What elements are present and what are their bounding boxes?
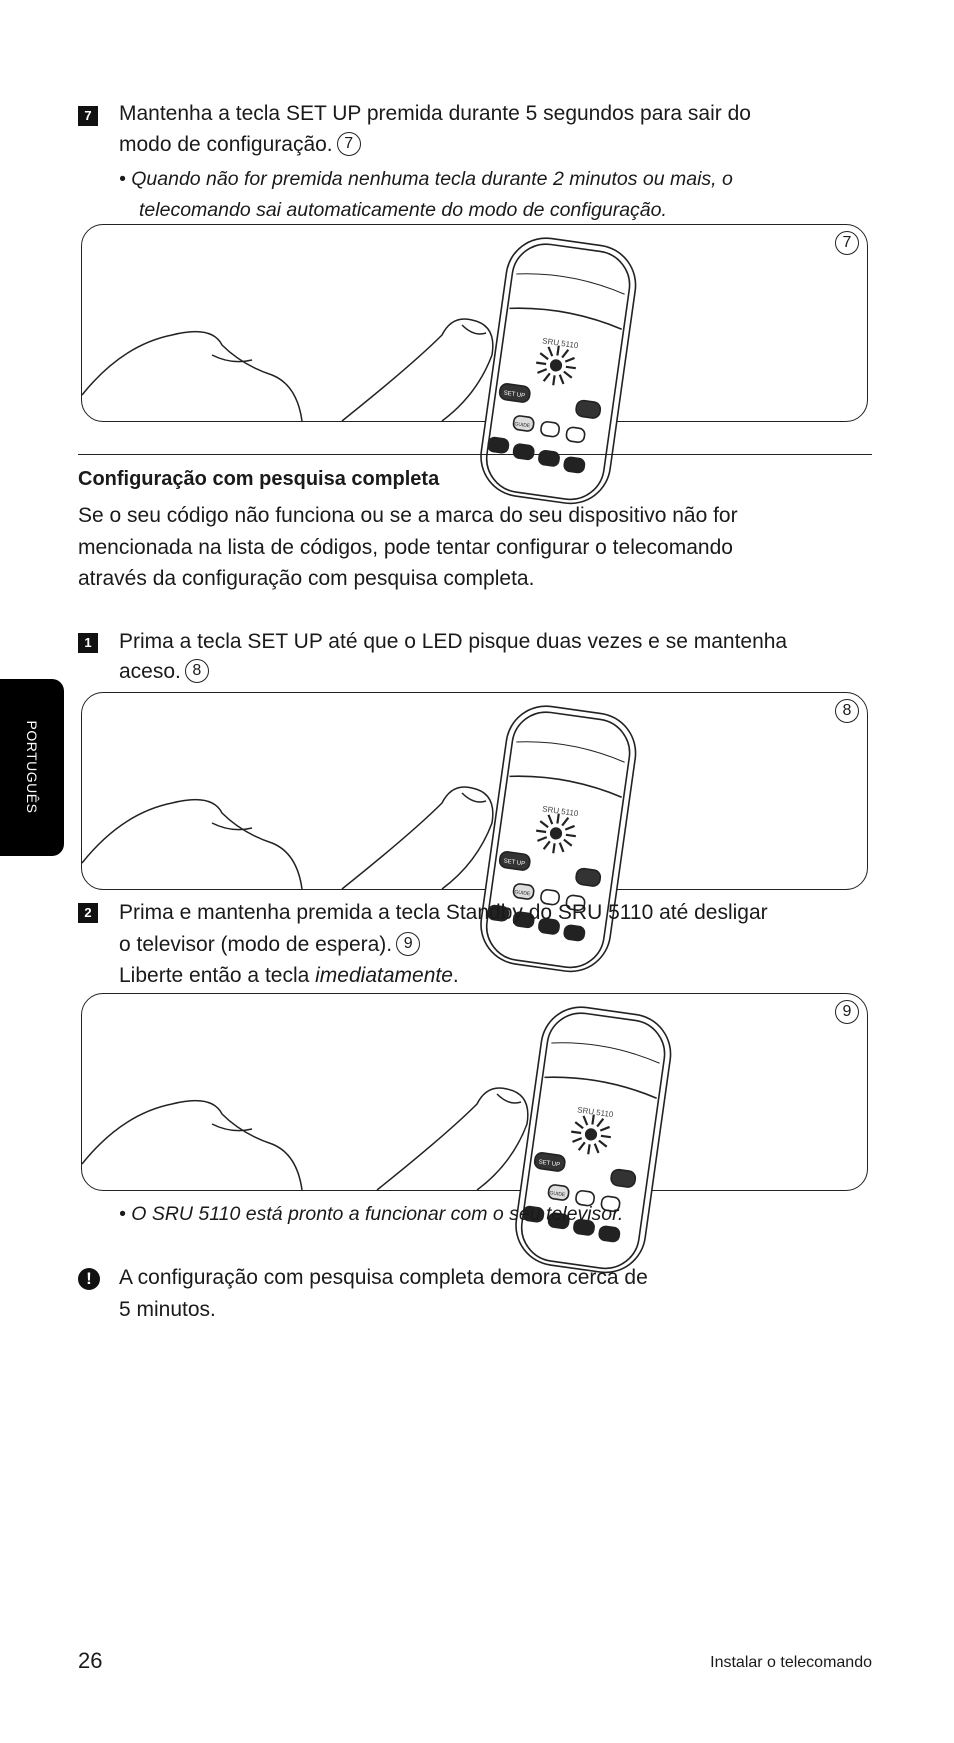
step-2-text-line1: Prima e mantenha premida a tecla Standby do SRU 5110 até desligar <box>119 901 768 924</box>
exclamation-icon: ! <box>78 1268 100 1290</box>
remote-and-hand-drawing <box>82 693 867 898</box>
setup-key-label: SET UP <box>503 858 526 868</box>
figure-number-8: 8 <box>835 699 859 723</box>
standby-key <box>575 400 601 419</box>
step-2-release-text: Liberte então a tecla <box>119 964 316 987</box>
note-line1: A configuração com pesquisa completa demora cerca de <box>119 1266 648 1289</box>
step-7-text-line1: Mantenha a tecla SET UP premida durante 5 segundos para sair do <box>119 102 751 125</box>
language-side-tab <box>0 679 64 856</box>
language-label: PORTUGUÊS <box>24 720 40 814</box>
step-2-emphasis: imediatamente <box>315 964 453 987</box>
guide-key-label: GUIDE <box>513 421 531 430</box>
step-2-text: o televisor (modo de espera). <box>119 933 393 956</box>
setup-key-label: SET UP <box>538 1159 561 1169</box>
step-7-bullet-line1: • Quando não for premida nenhuma tecla durante 2 minutos ou mais, o <box>119 168 733 190</box>
guide-key-label: GUIDE <box>548 1190 566 1199</box>
step-1-marker: 1 <box>78 633 98 653</box>
section-paragraph-line3: através da configuração com pesquisa completa. <box>78 567 535 590</box>
model-label: SRU 5110 <box>541 804 579 819</box>
section-paragraph-line1: Se o seu código não funciona ou se a marca do seu dispositivo não for <box>78 504 738 527</box>
figure-number-7: 7 <box>835 231 859 255</box>
model-label: SRU 5110 <box>576 1105 614 1120</box>
illustration-figure-7 <box>81 224 868 430</box>
step-7-text: modo de configuração. <box>119 133 333 156</box>
standby-key <box>610 1169 636 1188</box>
figure-ref-7: 7 <box>337 132 361 156</box>
figure-ref-9: 9 <box>396 932 420 956</box>
remote-control <box>511 1002 676 1278</box>
footer-section-title: Instalar o telecomando <box>710 1654 872 1671</box>
guide-key-label: GUIDE <box>513 889 531 898</box>
remote-control <box>476 233 641 509</box>
standby-key <box>575 868 601 887</box>
step-2-bullet: • O SRU 5110 está pronto a funcionar com o seu televisor. <box>119 1203 624 1225</box>
hand-drawing <box>82 1088 528 1190</box>
illustration-figure-8 <box>81 692 868 898</box>
note-line2: 5 minutos. <box>119 1298 216 1321</box>
step-7-bullet-line2: telecomando sai automaticamente do modo de configuração. <box>139 199 667 221</box>
step-2-text-line3 <box>119 961 459 991</box>
hand-drawing <box>82 787 493 889</box>
hand-drawing <box>82 319 493 421</box>
setup-key-label: SET UP <box>503 390 526 400</box>
remote-and-hand-drawing <box>82 225 867 430</box>
illustration-figure-9 <box>81 993 868 1199</box>
step-2-period: . <box>452 964 459 987</box>
step-7-text-line2 <box>119 130 361 160</box>
remote-control <box>476 701 641 977</box>
step-7-marker: 7 <box>78 106 98 126</box>
step-1-text-line1: Prima a tecla SET UP até que o LED pisque duas vezes e se mantenha <box>119 630 788 653</box>
figure-ref-8: 8 <box>185 659 209 683</box>
section-divider <box>78 454 872 455</box>
section-heading: Configuração com pesquisa completa <box>78 468 440 490</box>
step-1-text-line2 <box>119 657 209 687</box>
page-number: 26 <box>78 1648 103 1673</box>
step-2-marker: 2 <box>78 903 98 923</box>
figure-number-9: 9 <box>835 1000 859 1024</box>
section-paragraph-line2: mencionada na lista de códigos, pode tentar configurar o telecomando <box>78 536 733 559</box>
step-2-text-line2 <box>119 930 420 960</box>
model-label: SRU 5110 <box>541 336 579 351</box>
remote-and-hand-drawing <box>82 994 867 1199</box>
step-1-text: aceso. <box>119 660 181 683</box>
